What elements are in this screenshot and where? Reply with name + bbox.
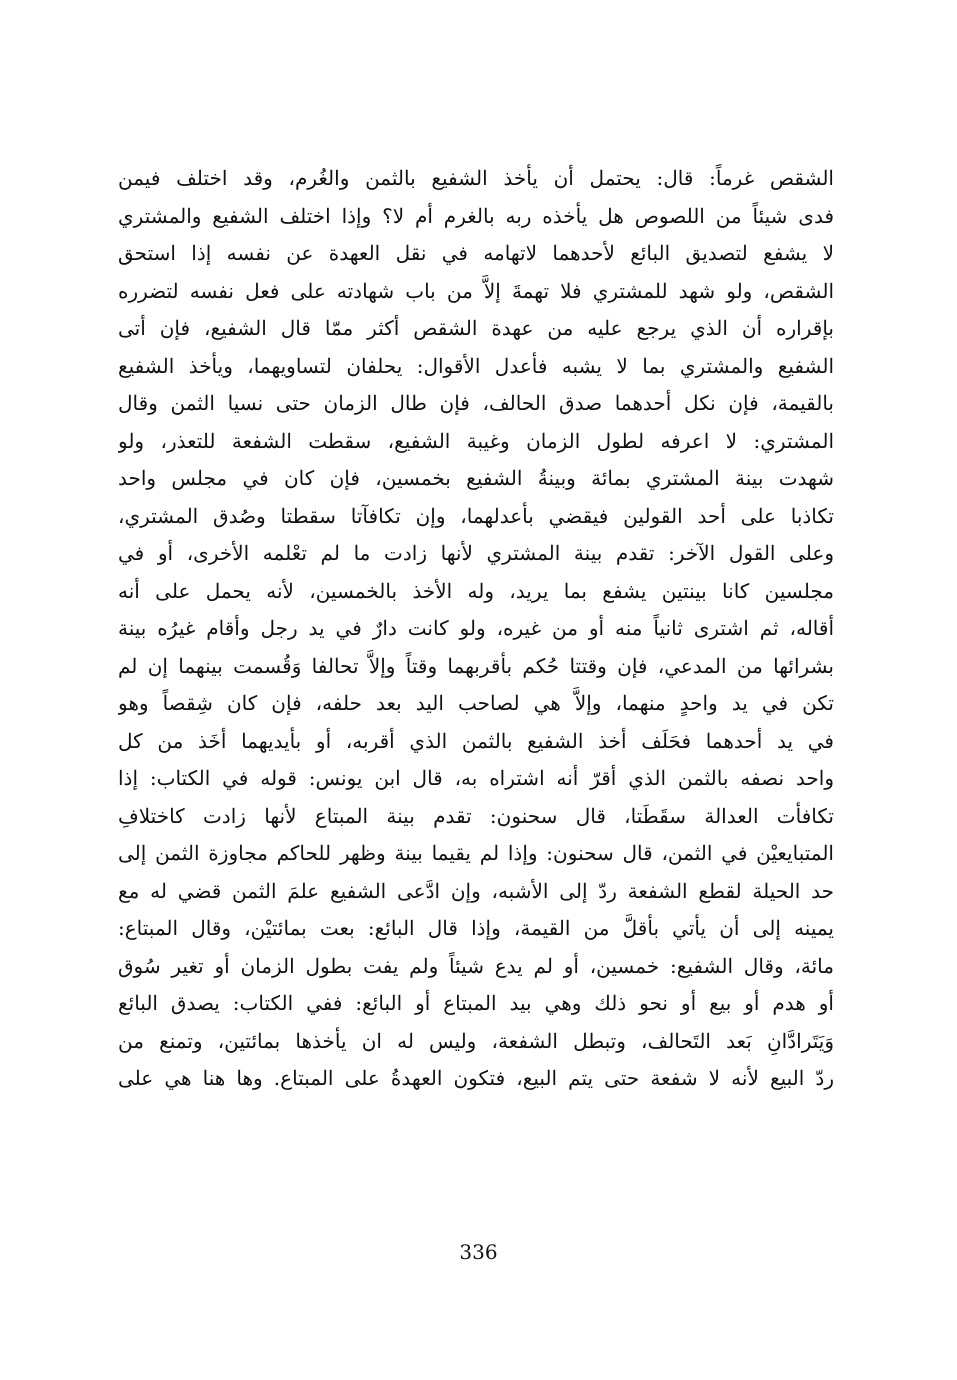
text-line: تكافأت العدالة سقَطَتا، قال سحنون: تقدم بينة المبتاع لأنها زادت كاختلافِ	[118, 803, 834, 828]
text-line: فدى شيئاً من اللصوص هل يأخذه ربه بالغرم أم لا؟ وإذا اختلف الشفيع والمشتري	[118, 203, 834, 228]
text-line: المشتري: لا اعرفه لطول الزمان وغيبة الشفيع، سقطت الشفعة للتعذر، ولو	[118, 428, 834, 453]
text-line: واحد نصفه بالثمن الذي أقرّ أنه اشتراه به، قال ابن يونس: قوله في الكتاب: إذا	[118, 766, 834, 790]
text-line: بإقراره أن الذي يرجع عليه من عهدة الشقص أكثر ممّا قال الشفيع، فإن أتى	[118, 316, 834, 340]
text-line: تكن في يد واحدٍ منهما، وإلاَّ هي لصاحب اليد بعد حلفه، فإن كان شِقصاً وهو	[118, 691, 834, 715]
text-line: حد الحيلة لقطع الشفعة ردّ إلى الأشبه، وإن ادَّعى الشفيع علمَ الثمن قضي له مع	[118, 878, 834, 903]
text-line: تكاذبا على أحد القولين فيقضي بأعدلهما، وإن تكافآتا سقطتا وصُدق المشتري،	[118, 503, 834, 528]
text-line: لا يشفع لتصديق البائع لأحدهما لاتهامه في نقل العهدة عن نفسه إذا استحق	[118, 241, 834, 265]
text-line: أقاله، ثم اشترى ثانياً منه أو من غيره، ولو كانت دارٌ في يد رجل وأقام غيرُه بينة	[118, 616, 834, 640]
body-text	[118, 160, 834, 1098]
text-line: مائة، وقال الشفيع: خمسين، أو لم يدع شيئاً ولم يفت بطول الزمان أو تغير سُوق	[118, 953, 834, 978]
text-line: الشقص غرماً: قال: يحتمل أن يأخذ الشفيع بالثمن والغُرم، وقد اختلف فيمن	[118, 166, 834, 190]
text-line: الشقص، ولو شهد للمشتري فلا تهمةَ إلاَّ من باب شهادته على فعل نفسه لتضرره	[118, 278, 834, 303]
text-line: مجلسين كانا بينتين يشفع بما يريد، وله الأخذ بالخمسين، لأنه يحمل على أنه	[118, 578, 834, 603]
text-line: يمينه إلى أن يأتي بأقلَّ من القيمة، وإذا قال البائع: بعت بمائتيْن، وقال المبتاع:	[118, 916, 834, 940]
text-line: المتبايعيْن في الثمن، قال سحنون: وإذا لم يقيما بينة وظهر للحاكم مجاوزة الثمن إلى	[118, 841, 834, 865]
text-line: وعلى القول الآخر: تقدم بينة المشتري لأنها زادت ما لم تعْلمه الأخرى، أو في	[118, 541, 834, 565]
text-line: وَيَتَرادَّانِ بَعد التَحالف، وتبطل الشفعة، وليس له ان يأخذها بمائتين، وتمنع من	[118, 1028, 834, 1053]
text-line: شهدت بينة المشتري بمائة وبينةُ الشفيع بخمسين، فإن كان في مجلس واحد	[118, 466, 834, 490]
page-number: 336	[459, 1240, 498, 1264]
text-line: في يد أحدهما فحَلَف أخذ الشفيع بالثمن الذي أقربه، أو بأيديهما أخَذ من كل	[118, 728, 834, 753]
text-line: ردّ البيع لأنه لا شفعة حتى يتم البيع، فتكون العهدةُ على المبتاع. وها هنا هي على	[118, 1066, 834, 1090]
text-line: الشفيع والمشتري بما لا يشبه فأعدل الأقوال: يحلفان لتساويهما، ويأخذ الشفيع	[118, 353, 834, 378]
text-line: أو هدم أو بيع أو نحو ذلك وهي بيد المبتاع أو البائع: ففي الكتاب: يصدق البائع	[118, 991, 834, 1015]
text-line: بشرائها من المدعي، فإن وقتتا حُكم بأقربهما وقتاً وإلاَّ تحالفا وَقُسمت بينهما إن لم	[118, 653, 834, 678]
text-line: بالقيمة، فإن نكل أحدهما صدق الحالف، فإن طال الزمان حتى نسيا الثمن وقال	[118, 391, 834, 415]
